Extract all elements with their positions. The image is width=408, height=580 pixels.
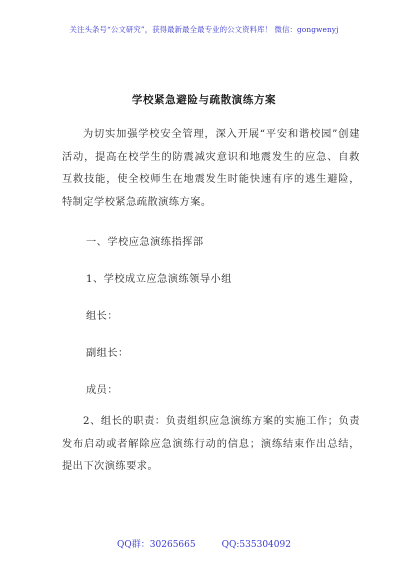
footer-qq: QQ:535304092 (221, 540, 291, 550)
leader-label: 组长： (86, 311, 119, 322)
leader-duties-paragraph: 2、组长的职责：负责组织应急演练方案的实施工作；负责发布启动或者解除应急演练行动的信息；演练结束作出总结，提出下次演练要求。 (62, 416, 360, 472)
section-heading-command: 一、学校应急演练指挥部 (86, 237, 204, 248)
intro-paragraph: 为切实加强学校安全管理，深入开展“平安和谐校园”创建活动，提高在校学生的防震减灾意识和地震发生的应急、自救互救技能，使全校师生在地震发生时能快速有序的逃生避险，特制定学校紧急疏散演练方案。 (62, 129, 360, 208)
header-promo-note: 关注头条号“公文研究”，获得最新最全最专业的公文资料库！ 微信：gongwenyj (69, 25, 339, 34)
footer-qq-group: QQ群：30265665 (117, 540, 196, 550)
member-label: 成员： (86, 385, 119, 396)
footer-contact (0, 537, 408, 550)
deputy-leader-label: 副组长： (86, 348, 129, 359)
subsection-heading-leadership: 1、学校成立应急演练领导小组 (86, 274, 232, 285)
document-title: 学校紧急避险与疏散演练方案 (131, 94, 277, 106)
